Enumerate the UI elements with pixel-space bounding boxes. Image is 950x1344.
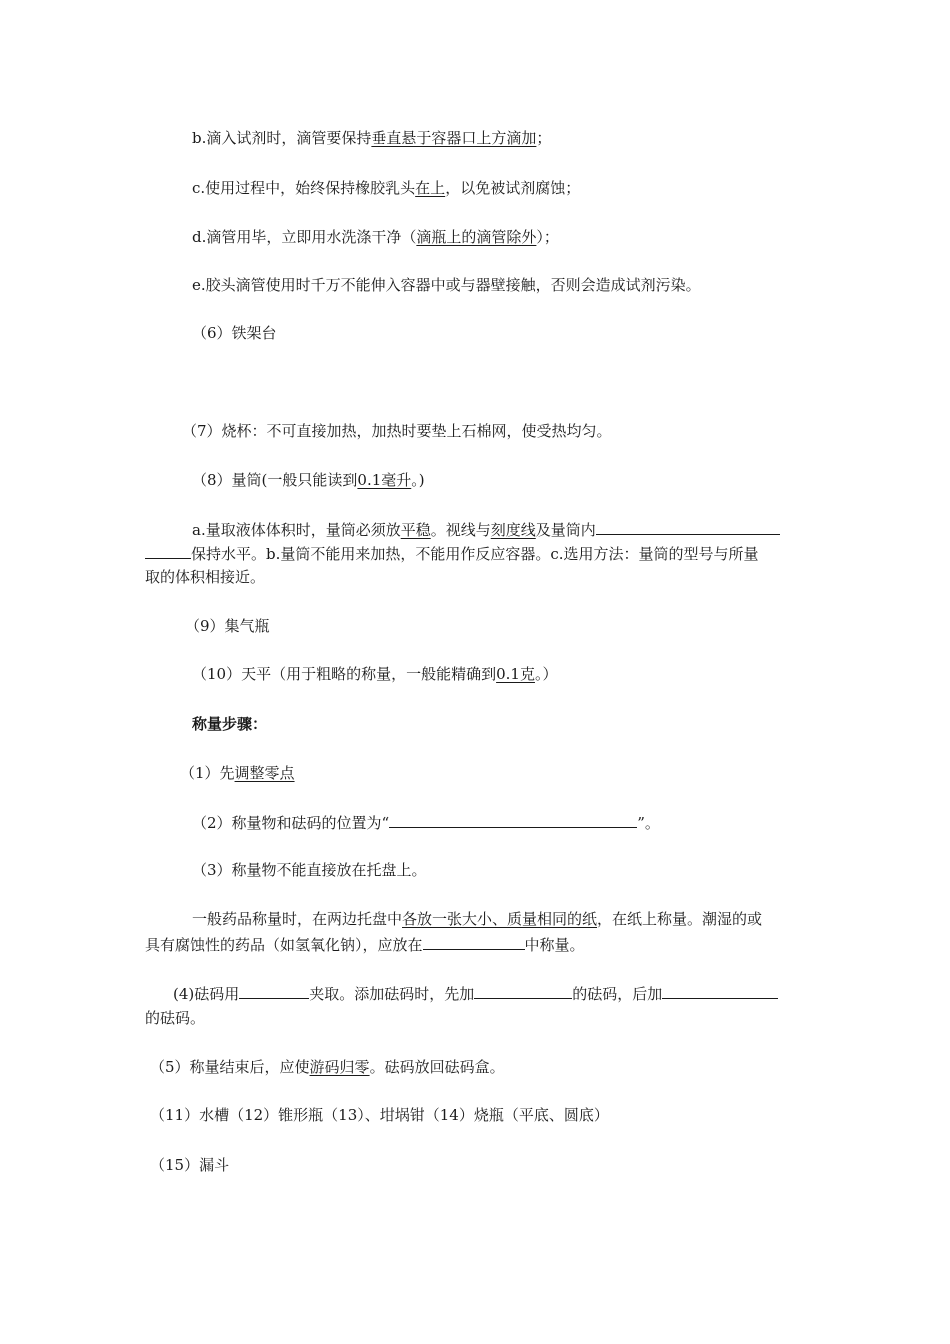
item-b-answer: 垂直悬于容器口上方滴加 [371,129,537,147]
item-d [192,227,559,247]
item-e: e.胶头滴管使用时千万不能伸入容器中或与器壁接触，否则会造成试剂污染。 [192,276,701,294]
tie-jia-tai-heading: （6）铁架台 [192,324,277,342]
cylinder-answer: 0.1毫升 [357,471,412,489]
balance-heading: （10）天平（用于粗略的称量，一般能精确到0.1克。） [192,665,558,683]
gas-jar-heading: （9）集气瓶 [185,617,270,635]
cylinder-a-line2: 保持水平。b.量筒不能用来加热，不能用作反应容器。c.选用方法：量筒的型号与所量 [145,543,759,564]
item-c [192,178,580,198]
beaker-line: （7）烧杯：不可直接加热，加热时要垫上石棉网，使受热均匀。 [182,422,612,440]
balance-answer: 0.1克 [496,665,535,683]
other-instruments: （11）水槽（12）锥形瓶（13）、坩埚钳（14）烧瓶（平底、圆底） [150,1106,609,1124]
blank-line [596,519,780,535]
cylinder-a-answer2: 刻度线 [490,521,536,539]
blank-line [145,543,191,559]
general-line2: 具有腐蚀性的药品（如氢氧化钠），应放在 中称量。 [145,936,585,954]
item-d-answer: 滴瓶上的滴管除外 [416,228,537,246]
item-d-end: ）； [536,228,559,246]
step-1-answer: 调整零点 [234,764,295,782]
steps-heading: 称量步骤： [192,715,268,733]
step-5-answer: 游码归零 [309,1058,370,1076]
item-c-end: ，以免被试剂腐蚀； [445,179,581,197]
step-4-line1: (4)砝码用 夹取。添加砝码时，先加 的砝码，后加 [173,983,778,1004]
general-answer: 各放一张大小、质量相同的纸 [402,910,598,928]
blank-line [474,983,572,999]
step-3: （3）称量物不能直接放在托盘上。 [192,861,427,879]
general-line1: 一般药品称量时，在两边托盘中各放一张大小、质量相同的纸，在纸上称量。潮湿的或 [192,910,763,928]
item-b-end: ； [536,129,552,147]
item-d-text: d.滴管用毕，立即用水洗涤干净（ [192,228,417,246]
step-4-line2: 的砝码。 [145,1009,206,1027]
cylinder-end: 。) [411,471,425,489]
cylinder-a-answer1: 平稳 [400,521,431,539]
item-b [192,128,551,148]
step-5: （5）称量结束后，应使游码归零。砝码放回砝码盒。 [150,1058,505,1076]
blank-line [389,812,637,828]
blank-line [662,983,778,999]
step-1: （1）先调整零点 [180,764,295,782]
item-c-text: c.使用过程中，始终保持橡胶乳头 [192,179,416,197]
funnel-heading: （15）漏斗 [150,1156,230,1174]
step-2: （2）称量物和砝码的位置为“ ”。 [192,814,660,832]
blank-line [239,983,309,999]
item-c-answer: 在上 [415,179,446,197]
cylinder-text: （8）量筒(一般只能读到 [192,471,358,489]
item-b-text: b.滴入试剂时，滴管要保持 [192,129,372,147]
blank-line [423,934,525,950]
cylinder-a-line3: 取的体积相接近。 [145,568,266,586]
cylinder-a-line1: a.量取液体体积时，量筒必须放平稳。视线与刻度线及量筒内 [192,519,780,540]
cylinder-heading [192,470,425,490]
